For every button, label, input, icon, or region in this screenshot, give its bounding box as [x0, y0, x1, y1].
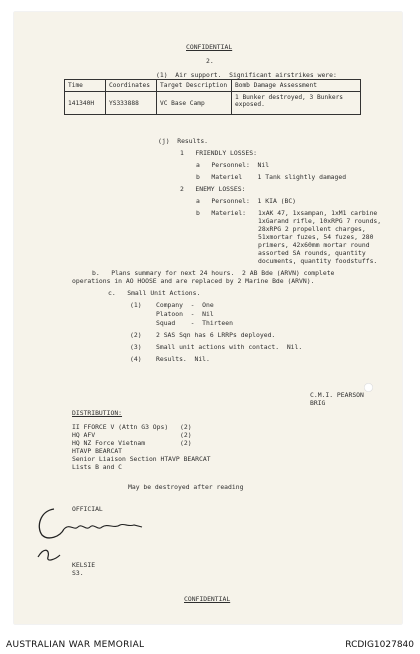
footer-id: RCDIG1027840	[345, 640, 414, 650]
distribution-heading: DISTRIBUTION:	[72, 409, 123, 417]
distribution-note: May be destroyed after reading	[128, 483, 244, 491]
cell-target: VC Base Camp	[157, 92, 232, 115]
distribution-item: HQ NZ Force Vietnam	[72, 439, 146, 447]
classification-top: CONFIDENTIAL	[186, 43, 233, 51]
enemy-materiel-label: b Materiel:	[196, 209, 247, 217]
distribution-item: HTAVP BEARCAT	[72, 447, 123, 455]
small-unit-text: Company - One	[156, 301, 214, 309]
enemy-losses-label: 2 ENEMY LOSSES:	[180, 185, 246, 193]
official-suffix: S3.	[72, 569, 84, 577]
distribution-item: HQ AFV	[72, 431, 96, 439]
enemy-materiel-line: 1xGarand rifle, 10xRPG 7 rounds,	[258, 217, 382, 225]
small-unit-num: (3)	[130, 343, 142, 351]
friendly-materiel: b Materiel 1 Tank slightly damaged	[196, 173, 347, 181]
small-unit-text: Results. Nil.	[156, 355, 210, 363]
small-unit-num: (1)	[130, 301, 142, 309]
footer-source: AUSTRALIAN WAR MEMORIAL	[6, 640, 145, 650]
distribution-copies: (2)	[180, 439, 192, 447]
distribution-item: II FFORCE V (Attn G3 Ops)	[72, 423, 169, 431]
cell-bda: 1 Bunker destroyed, 3 Bunkers exposed.	[232, 92, 361, 115]
punch-hole	[364, 383, 373, 392]
distribution-item: Senior Liaison Section HTAVP BEARCAT	[72, 455, 211, 463]
small-unit-text: Small unit actions with contact. Nil.	[156, 343, 303, 351]
page-number: 2.	[206, 57, 214, 65]
col-coordinates: Coordinates	[106, 80, 157, 92]
signatory-name: C.M.I. PEARSON	[310, 391, 364, 399]
enemy-materiel-line: 1xAK 47, 1xsampan, 1xM1 carbine	[258, 209, 378, 217]
plans-line-1: b. Plans summary for next 24 hours. 2 AB Bde (ARVN) complete	[92, 269, 335, 277]
enemy-materiel-line: 28xRPG 2 propellent charges,	[258, 225, 366, 233]
table-header-row	[65, 80, 361, 92]
table-row	[65, 92, 361, 115]
handwritten-signature	[30, 497, 170, 569]
small-unit-num: (2)	[130, 331, 142, 339]
airstrike-table	[64, 79, 361, 115]
distribution-copies: (2)	[180, 431, 192, 439]
distribution-item: Lists B and C	[72, 463, 123, 471]
official-label: OFFICIAL	[72, 505, 103, 513]
small-unit-text: Squad - Thirteen	[156, 319, 233, 327]
small-unit-text: Platoon - Nil	[156, 310, 214, 318]
friendly-personnel: a Personnel: Nil	[196, 161, 270, 169]
friendly-losses-label: 1 FRIENDLY LOSSES:	[180, 149, 257, 157]
cell-time: 141340H	[65, 92, 106, 115]
cell-coordinates: YS333888	[106, 92, 157, 115]
enemy-personnel: a Personnel: 1 KIA (BC)	[196, 197, 297, 205]
enemy-materiel-line: assorted SA rounds, quantity	[258, 249, 366, 257]
small-unit-num: (4)	[130, 355, 142, 363]
col-bda: Bomb Damage Assessment	[232, 80, 361, 92]
enemy-materiel-line: primers, 42x60mm mortar round	[258, 241, 370, 249]
enemy-materiel-line: 51xmortar fuzes, 54 fuzes, 280	[258, 233, 374, 241]
classification-bottom: CONFIDENTIAL	[184, 595, 231, 603]
col-time: Time	[65, 80, 106, 92]
signatory-rank: BRIG	[310, 399, 326, 407]
distribution-copies: (2)	[180, 423, 192, 431]
air-support-heading: (1) Air support. Significant airstrikes were:	[156, 71, 337, 79]
col-target: Target Description	[157, 80, 232, 92]
small-unit-text: 2 SAS Sqn has 6 LRRPs deployed.	[156, 331, 276, 339]
results-heading: (j) Results.	[158, 137, 209, 145]
official-name: KELSIE	[72, 561, 96, 569]
small-unit-heading: c. Small Unit Actions.	[108, 289, 201, 297]
plans-line-2: operations in AO HOOSE and are replaced by 2 Marine Bde (ARVN).	[72, 277, 315, 285]
enemy-materiel-line: documents, quantity foodstuffs.	[258, 257, 378, 265]
